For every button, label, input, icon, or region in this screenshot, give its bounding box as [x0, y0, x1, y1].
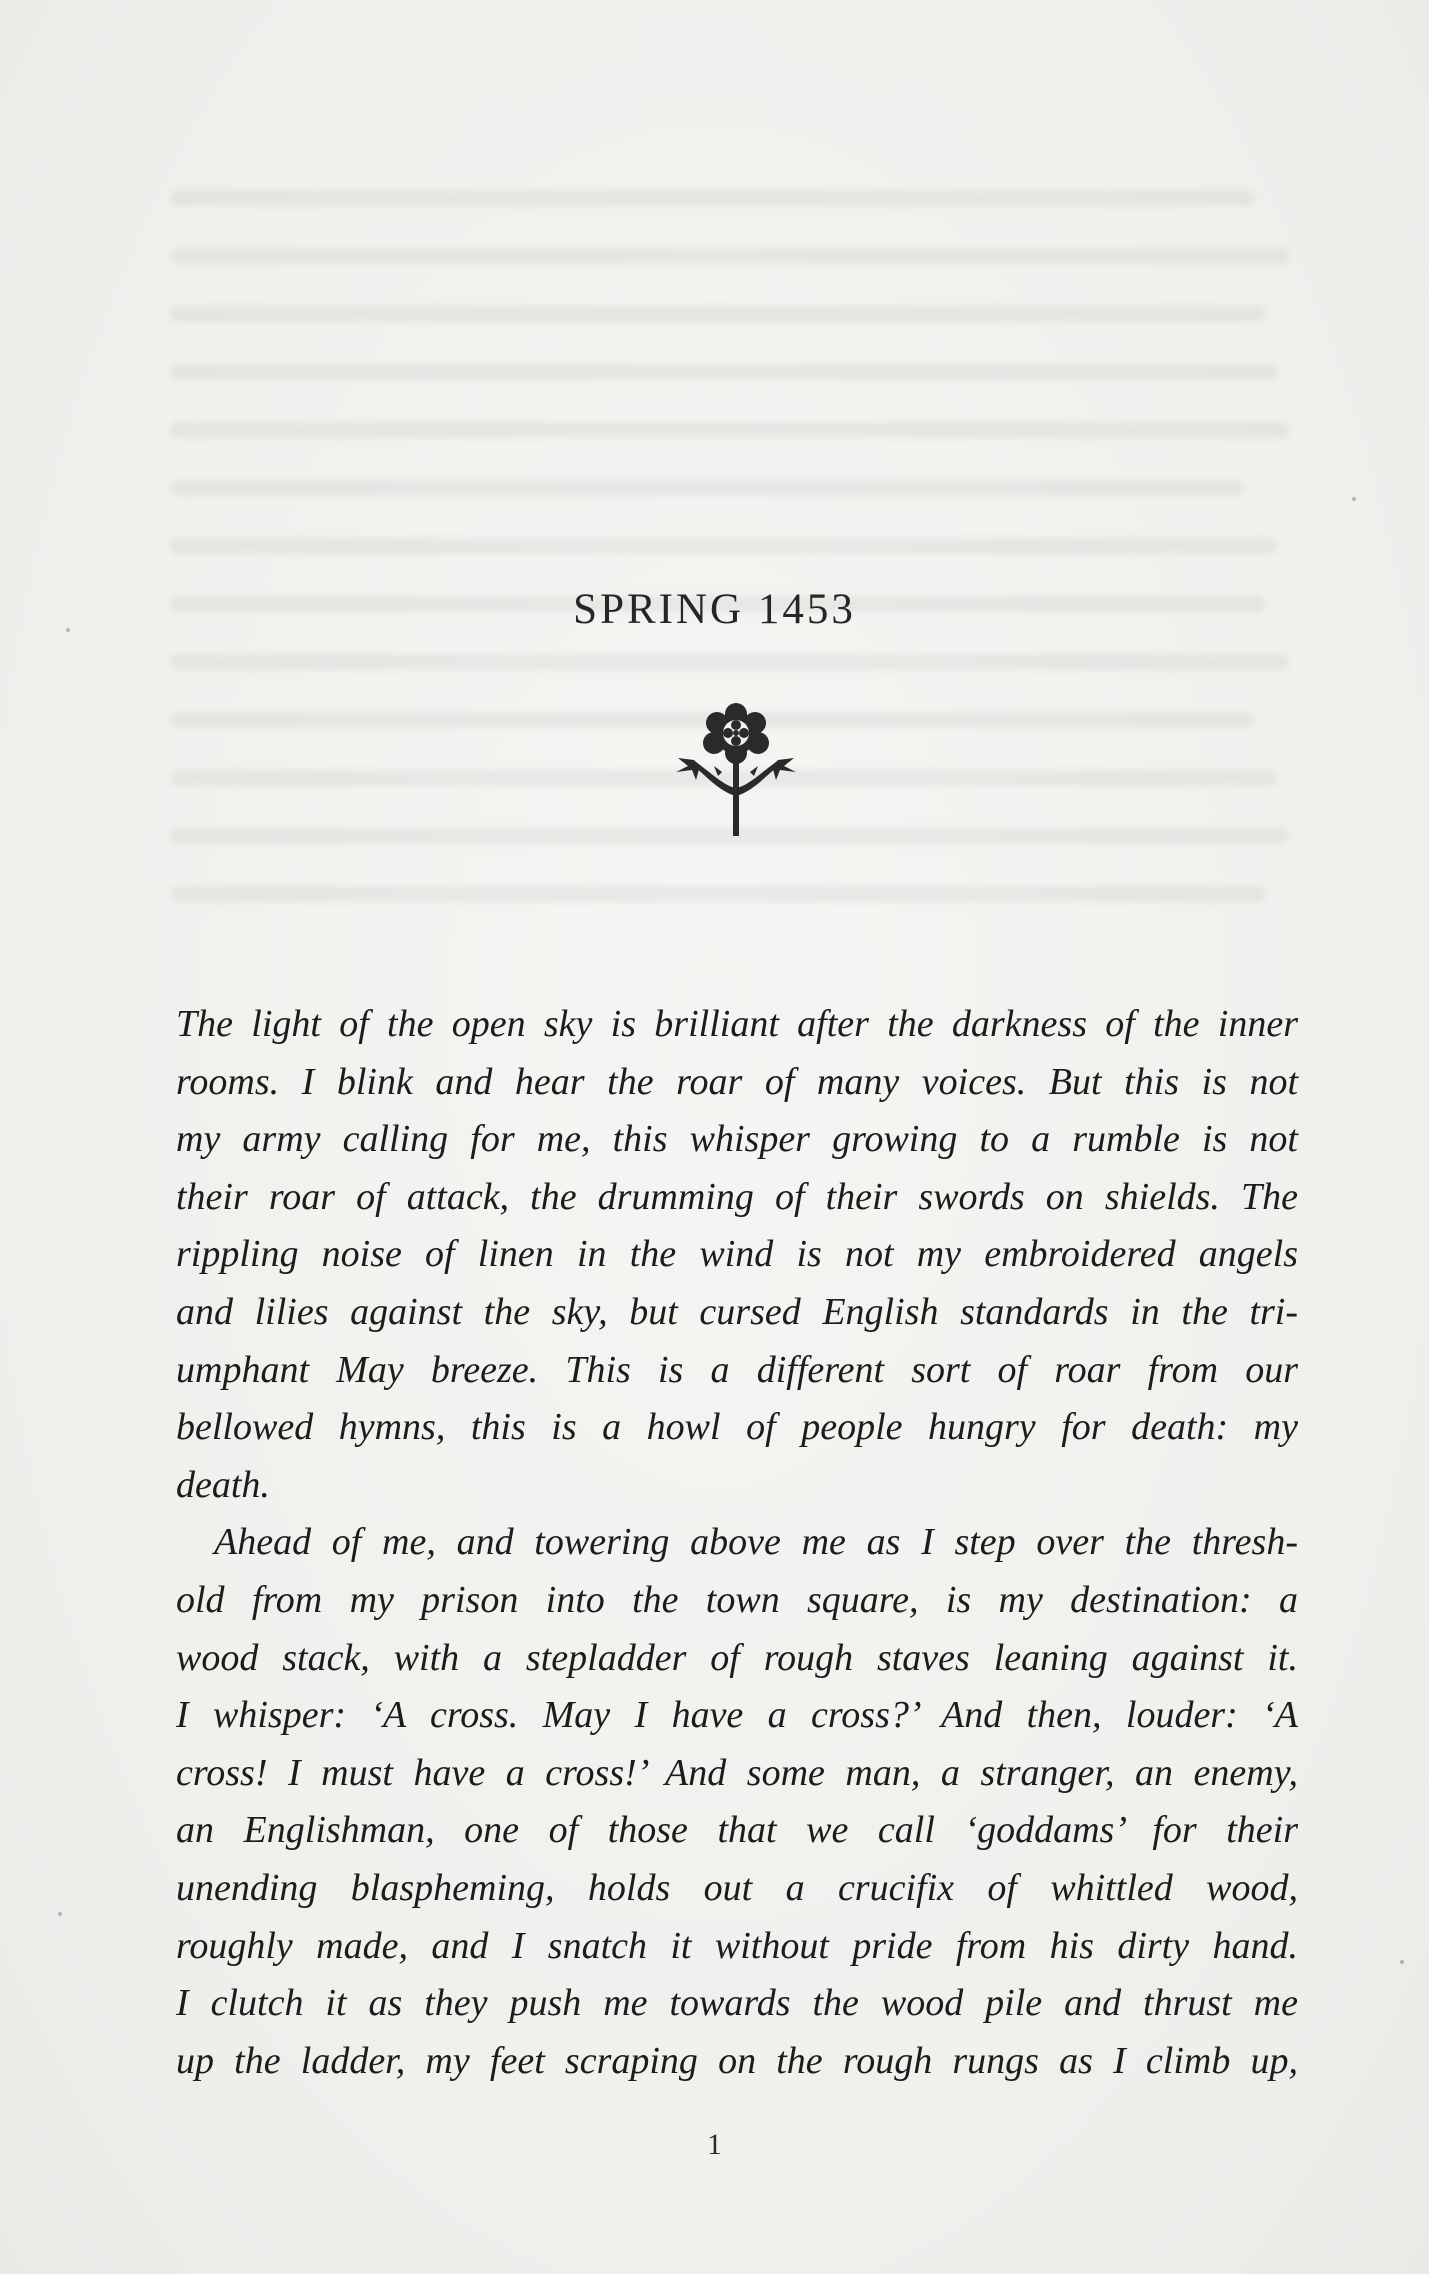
text-line: bellowed hymns, this is a howl of people hungry for death: my	[176, 1406, 1298, 1449]
text-line: rooms. I blink and hear the roar of many voices. But this is not	[176, 1060, 1298, 1103]
text-line: unending blaspheming, holds out a crucifix of whittled wood,	[176, 1866, 1298, 1909]
text-line: my army calling for me, this whisper growing to a rumble is not	[176, 1118, 1298, 1161]
paper-speck	[1352, 497, 1356, 501]
chapter-title: SPRING 1453	[573, 586, 856, 633]
text-line: I whisper: ‘A cross. May I have a cross?’ And then, louder: ‘A	[176, 1694, 1298, 1737]
text-line: and lilies against the sky, but cursed English standards in the tri-	[176, 1290, 1298, 1333]
text-line: wood stack, with a stepladder of rough staves leaning against it.	[176, 1636, 1298, 1679]
text-line: roughly made, and I snatch it without pride from his dirty hand.	[176, 1924, 1298, 1967]
text-line: umphant May breeze. This is a different sort of roar from our	[176, 1348, 1298, 1391]
text-line: The light of the open sky is brilliant after the darkness of the inner	[176, 1003, 1298, 1045]
text-line: an Englishman, one of those that we call ‘goddams’ for their	[176, 1809, 1298, 1852]
page-number: 1	[707, 2128, 722, 2161]
text-line: cross! I must have a cross!’ And some man, a stranger, an enemy,	[176, 1751, 1298, 1794]
body-text	[176, 996, 1298, 2090]
text-line: I clutch it as they push me towards the wood pile and thrust me	[176, 1982, 1298, 2025]
tudor-rose-icon	[674, 700, 798, 836]
paragraph-1	[176, 996, 1298, 1514]
text-line: old from my prison into the town square, is my destination: a	[176, 1578, 1298, 1621]
text-line: death.	[176, 1463, 270, 1506]
text-line: rippling noise of linen in the wind is not my embroidered angels	[176, 1233, 1298, 1276]
text-line: their roar of attack, the drumming of their swords on shields. The	[176, 1175, 1298, 1218]
text-line: up the ladder, my feet scraping on the rough rungs as I climb up,	[176, 2039, 1298, 2082]
paragraph-2	[176, 1514, 1298, 2090]
text-line: Ahead of me, and towering above me as I step over the thresh-	[214, 1521, 1298, 1564]
paper-speck	[58, 1912, 62, 1916]
paper-speck	[1400, 1960, 1404, 1964]
